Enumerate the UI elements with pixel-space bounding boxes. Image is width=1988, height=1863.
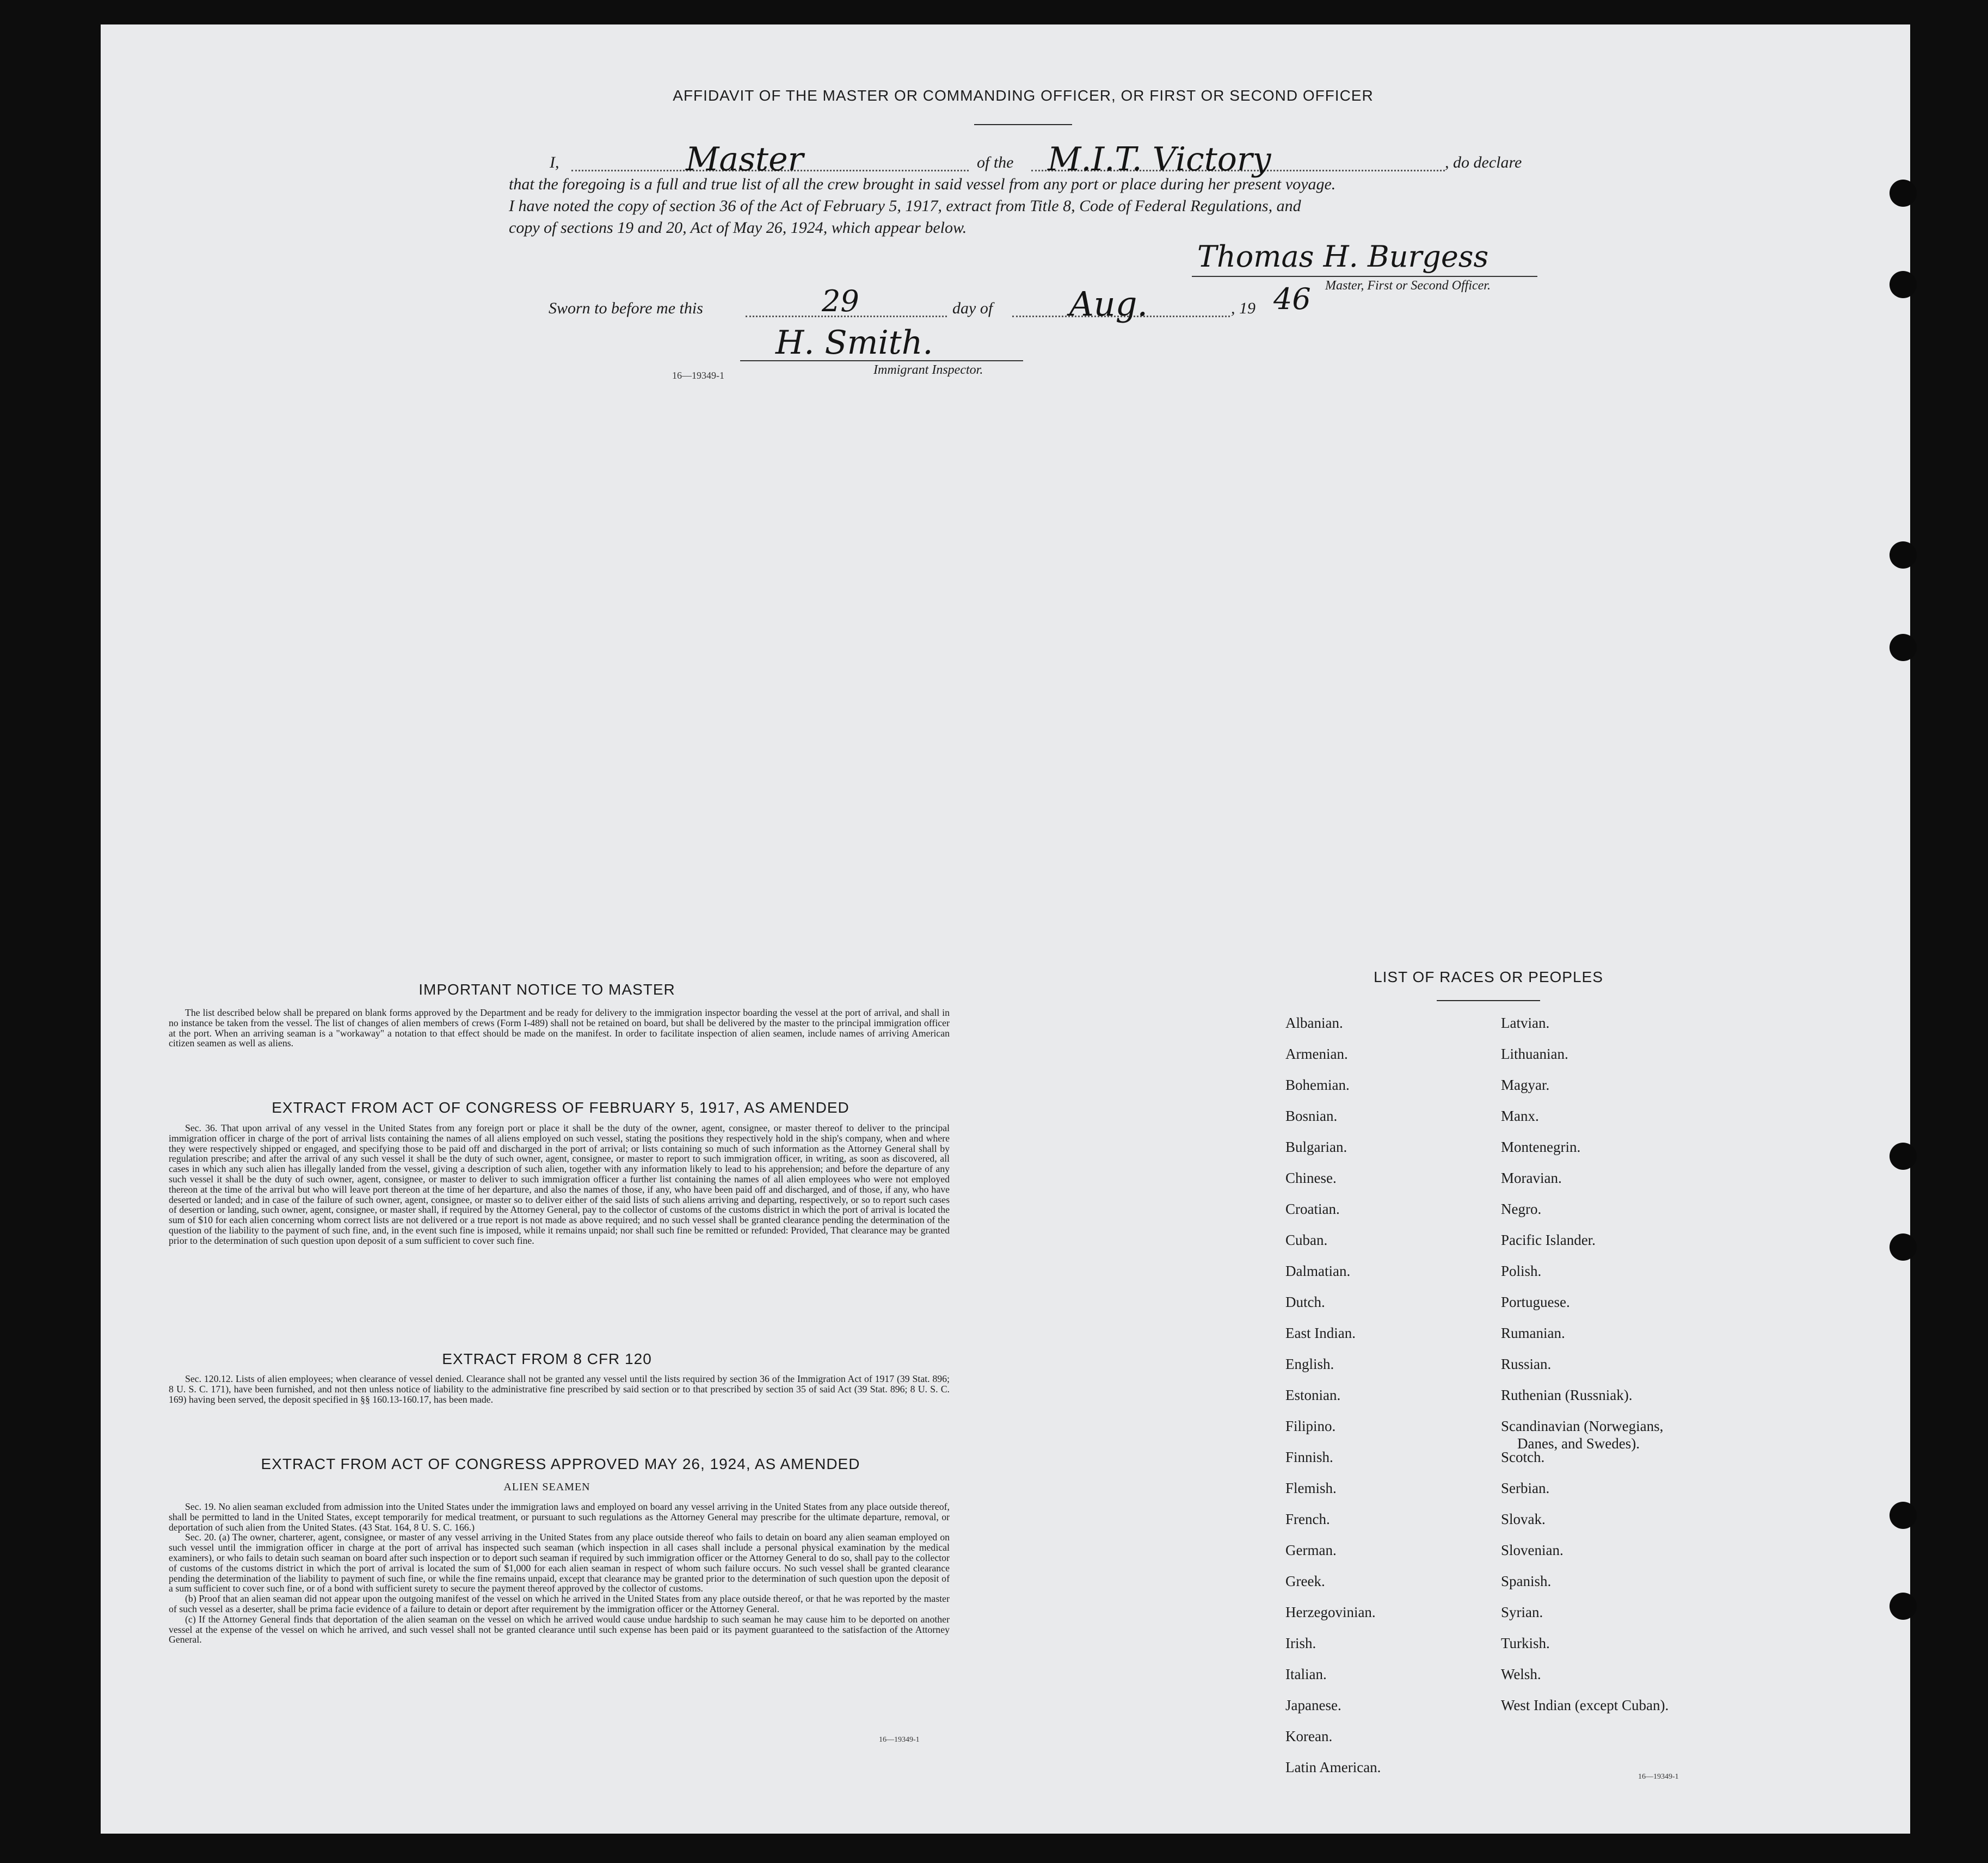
affidavit-line-2: that the foregoing is a full and true list of all the crew brought in said vessel from any port or place during her present voyage.: [509, 175, 1336, 193]
extract-1917-text: [169, 1123, 950, 1246]
race-item: Slovenian.: [1501, 1542, 1564, 1558]
extract-1924-title: EXTRACT FROM ACT OF CONGRESS APPROVED MAY 26, 1924, AS AMENDED: [261, 1455, 860, 1472]
day-of-label: day of: [952, 299, 993, 317]
race-item: Irish.: [1285, 1635, 1316, 1651]
race-item: Armenian.: [1285, 1046, 1348, 1062]
binder-hole: [1889, 180, 1917, 207]
race-item: Polish.: [1501, 1263, 1542, 1279]
notice-paragraph: The list described below shall be prepared on blank forms approved by the Department and be ready for delivery to the immigration inspector boarding the vessel at the port of arrival, and shall in no instance be taken from the vessel. The list of changes of alien members of crews (Form I-489) shall not be retained on board, but shall be delivered by the master to the principal immigration officer at the port. When an arriving seaman is a "workaway" a notation to that effect should be made on the manifest. In order to facilitate inspection of alien seamen, include names of arriving American citizen seamen as well as aliens.: [169, 1007, 950, 1049]
race-item: German.: [1285, 1542, 1337, 1558]
race-item: Croatian.: [1285, 1201, 1340, 1217]
affidavit-do-declare: , do declare: [1445, 153, 1522, 171]
title-rule: [974, 124, 1072, 125]
race-item: Ruthenian (Russniak).: [1501, 1387, 1633, 1403]
notice-title: IMPORTANT NOTICE TO MASTER: [418, 981, 675, 998]
section-36-paragraph: Sec. 36. That upon arrival of any vessel in the United States from any foreign port or place it shall be the duty of the owner, agent, consignee, or master thereof to deliver to the principal immigration officer in charge of the port of arrival lists containing the names of all aliens employed on such vessel, stating the positions they respectively hold in the ship's company, when and where they were respectively shipped or engaged, and specifying those to be paid off and discharged in the port of arrival; or lists containing so much of such information as the Attorney General shall by regulation prescribe; and after the arrival of any such vessel it shall be the duty of such owner, agent, consignee, or master to report to such immigration officer, in writing, as soon as discovered, all cases in which any such alien has illegally landed from the vessel, giving a description of such alien, together with any information likely to lead to his apprehension; and before the departure of any such vessel it shall be the duty of such owner, agent, consignee, or master to deliver to such immigration officer a further list containing the names of all alien employees who were not employed thereon at the time of the arrival but who will leave port thereon at the time of her departure, and also the names of those, if any, who have been paid off and discharged, and of those, if any, who have deserted or landed; and in case of the failure of such owner, agent, consignee, or master so to deliver either of the said lists of such aliens arriving and departing, respectively, or so to report such cases of desertion or landing, such owner, agent, consignee, or master shall, if required by the Attorney General, pay to the collector of customs of the customs district in which the port of arrival is located the sum of $10 for each alien concerning whom correct lists are not delivered or a true report is not made as above required; and no such vessel shall be granted clearance pending the determination of the question of the liability to the payment of such fine, and, in the event such fine is imposed, while it remains unpaid; nor shall such fine be remitted or refunded: Provided, That clearance may be granted prior to the determination of such question upon deposit of a sum sufficient to cover such fine.: [169, 1122, 950, 1246]
race-item: West Indian (except Cuban).: [1501, 1697, 1669, 1713]
sworn-label: Sworn to before me this: [549, 299, 703, 317]
race-item: Montenegrin.: [1501, 1139, 1581, 1155]
race-item: Dutch.: [1285, 1294, 1325, 1310]
races-rule: [1437, 1000, 1540, 1001]
race-item: English.: [1285, 1356, 1334, 1372]
race-item: Chinese.: [1285, 1170, 1337, 1186]
affidavit-i: I,: [550, 153, 559, 171]
race-item: Negro.: [1501, 1201, 1542, 1217]
race-item: Filipino.: [1285, 1418, 1336, 1434]
binder-hole: [1889, 1502, 1917, 1529]
race-item: Bohemian.: [1285, 1077, 1350, 1093]
affidavit-line-4: copy of sections 19 and 20, Act of May 26, 1924, which appear below.: [509, 219, 967, 237]
races-title: LIST OF RACES OR PEOPLES: [1374, 968, 1603, 985]
race-item: Japanese.: [1285, 1697, 1341, 1713]
race-item: East Indian.: [1285, 1325, 1356, 1341]
binder-hole: [1889, 1593, 1917, 1620]
section-20c-paragraph: (c) If the Attorney General finds that deportation of the alien seaman on the vessel on which he arrived would cause undue hardship to such seaman he may cause him to be deported on another vessel at the expense of the vessel on which he arrived, and such vessel shall not be granted clearance until such expense has been paid or its payment guaranteed to the satisfaction of the Attorney General.: [169, 1613, 950, 1645]
race-item: Magyar.: [1501, 1077, 1550, 1093]
race-item: Lithuanian.: [1501, 1046, 1568, 1062]
section-20b-paragraph: (b) Proof that an alien seaman did not appear upon the outgoing manifest of the vessel on which he arrived in the United States from any place outside thereof, or that he was reported by the master of such vessel as a deserter, shall be prima facie evidence of a failure to detain or deport after requirement by the immigration officer or the Attorney General.: [169, 1593, 950, 1614]
form-number-left: 16—19349-1: [879, 1736, 920, 1744]
race-item: Greek.: [1285, 1573, 1325, 1589]
signature-caption: Master, First or Second Officer.: [1325, 279, 1491, 293]
binder-hole: [1889, 1143, 1917, 1170]
master-handwriting: Master: [686, 140, 804, 178]
race-item: Portuguese.: [1501, 1294, 1570, 1310]
affidavit-of-the: of the: [977, 153, 1014, 171]
race-item: Albanian.: [1285, 1015, 1343, 1031]
race-item: Moravian.: [1501, 1170, 1562, 1186]
race-item: Slovak.: [1501, 1511, 1546, 1527]
signature-line: [1192, 276, 1537, 277]
race-item: Dalmatian.: [1285, 1263, 1351, 1279]
extract-1924-text: [169, 1502, 950, 1645]
affidavit-line-3: I have noted the copy of section 36 of the Act of February 5, 1917, extract from Title 8, Code of Federal Regulations, and: [509, 197, 1301, 215]
race-item: Pacific Islander.: [1501, 1232, 1596, 1248]
form-number: 16—19349-1: [672, 370, 724, 381]
race-item: Spanish.: [1501, 1573, 1552, 1589]
sworn-month: Aug.: [1069, 284, 1148, 324]
race-item: Danes, and Swedes).: [1517, 1435, 1640, 1452]
race-item: Syrian.: [1501, 1604, 1543, 1620]
binder-hole: [1889, 1233, 1917, 1261]
race-item: Turkish.: [1501, 1635, 1550, 1651]
section-20a-paragraph: Sec. 20. (a) The owner, charterer, agent, consignee, or master of any vessel arriving in the United States from any place outside thereof who fails to detain on board any alien seaman employed on such vessel until the immigration officer in charge at the port of arrival has inspected such seaman (which inspection in all cases shall include a personal physical examination by the medical examiners), or who fails to detain such seaman on board after such inspection or to deport such seaman if required by such immigration officer or the Attorney General to do so, shall pay to the collector of customs of the customs district in which the port of arrival is located the sum of $1,000 for each alien seaman in respect of whom such failure occurs. No such vessel shall be granted clearance pending the determination of the liability to payment of such fine, or while the fine remains unpaid, except that clearance may be granted prior to the determination of such question upon the deposit of a sum sufficient to cover such fine, or of a bond with sufficient surety to secure the payment thereof approved by the collector of customs.: [169, 1532, 950, 1594]
binder-hole: [1889, 271, 1917, 298]
inspector-line: [740, 360, 1023, 361]
race-item: Korean.: [1285, 1728, 1333, 1744]
race-item: Herzegovinian.: [1285, 1604, 1376, 1620]
form-number-right: 16—19349-1: [1638, 1773, 1679, 1781]
vessel-handwriting: M.I.T. Victory: [1048, 140, 1271, 178]
race-item: Latin American.: [1285, 1759, 1381, 1775]
race-item: Cuban.: [1285, 1232, 1328, 1248]
binder-hole: [1889, 541, 1917, 569]
race-item: Finnish.: [1285, 1449, 1333, 1465]
notice-text: [169, 1008, 950, 1048]
alien-seamen-subtitle: ALIEN SEAMEN: [503, 1481, 590, 1493]
race-item: Rumanian.: [1501, 1325, 1565, 1341]
race-item: Bulgarian.: [1285, 1139, 1347, 1155]
extract-1917-title: EXTRACT FROM ACT OF CONGRESS OF FEBRUARY 5, 1917, AS AMENDED: [272, 1099, 850, 1116]
inspector-caption: Immigrant Inspector.: [873, 363, 983, 377]
inspector-signature: H. Smith.: [775, 324, 933, 362]
year-prefix: , 19: [1231, 299, 1255, 317]
race-item: Manx.: [1501, 1108, 1539, 1124]
race-item: Welsh.: [1501, 1666, 1541, 1682]
sworn-day: 29: [822, 284, 859, 318]
affidavit-title: AFFIDAVIT OF THE MASTER OR COMMANDING OFFICER, OR FIRST OR SECOND OFFICER: [673, 87, 1374, 104]
sworn-year: 46: [1273, 282, 1311, 316]
race-item: Scotch.: [1501, 1449, 1545, 1465]
section-120-12-paragraph: Sec. 120.12. Lists of alien employees; when clearance of vessel denied. Clearance shall not be granted any vessel until the lists required by section 36 of the Immigration Act of 1917 (39 Stat. 896; 8 U. S. C. 171), have been furnished, and not then unless notice of liability to the administrative fine prescribed by said section or to that prescribed by section 35 of said Act (39 Stat. 896; 8 U. S. C. 169) having been served, the deposit specified in §§ 160.13-160.17, has been made.: [169, 1373, 950, 1405]
race-item: Russian.: [1501, 1356, 1552, 1372]
race-item: Scandinavian (Norwegians,: [1501, 1418, 1664, 1434]
extract-cfr-text: [169, 1374, 950, 1404]
section-19-paragraph: Sec. 19. No alien seaman excluded from admission into the United States under the immigration laws and employed on board any vessel arriving in the United States from any place outside thereof, shall be permitted to land in the United States, except temporarily for medical treatment, or pursuant to such regulations as the Attorney General may prescribe for the ultimate departure, removal, or deportation of such alien from the United States. (43 Stat. 164, 8 U. S. C. 166.): [169, 1501, 950, 1533]
race-item: French.: [1285, 1511, 1330, 1527]
race-item: Flemish.: [1285, 1480, 1337, 1496]
binder-hole: [1889, 634, 1917, 661]
race-item: Italian.: [1285, 1666, 1327, 1682]
race-item: Bosnian.: [1285, 1108, 1338, 1124]
extract-cfr-title: EXTRACT FROM 8 CFR 120: [442, 1350, 652, 1367]
master-signature: Thomas H. Burgess: [1197, 239, 1489, 274]
race-item: Latvian.: [1501, 1015, 1550, 1031]
race-item: Estonian.: [1285, 1387, 1341, 1403]
race-item: Serbian.: [1501, 1480, 1550, 1496]
